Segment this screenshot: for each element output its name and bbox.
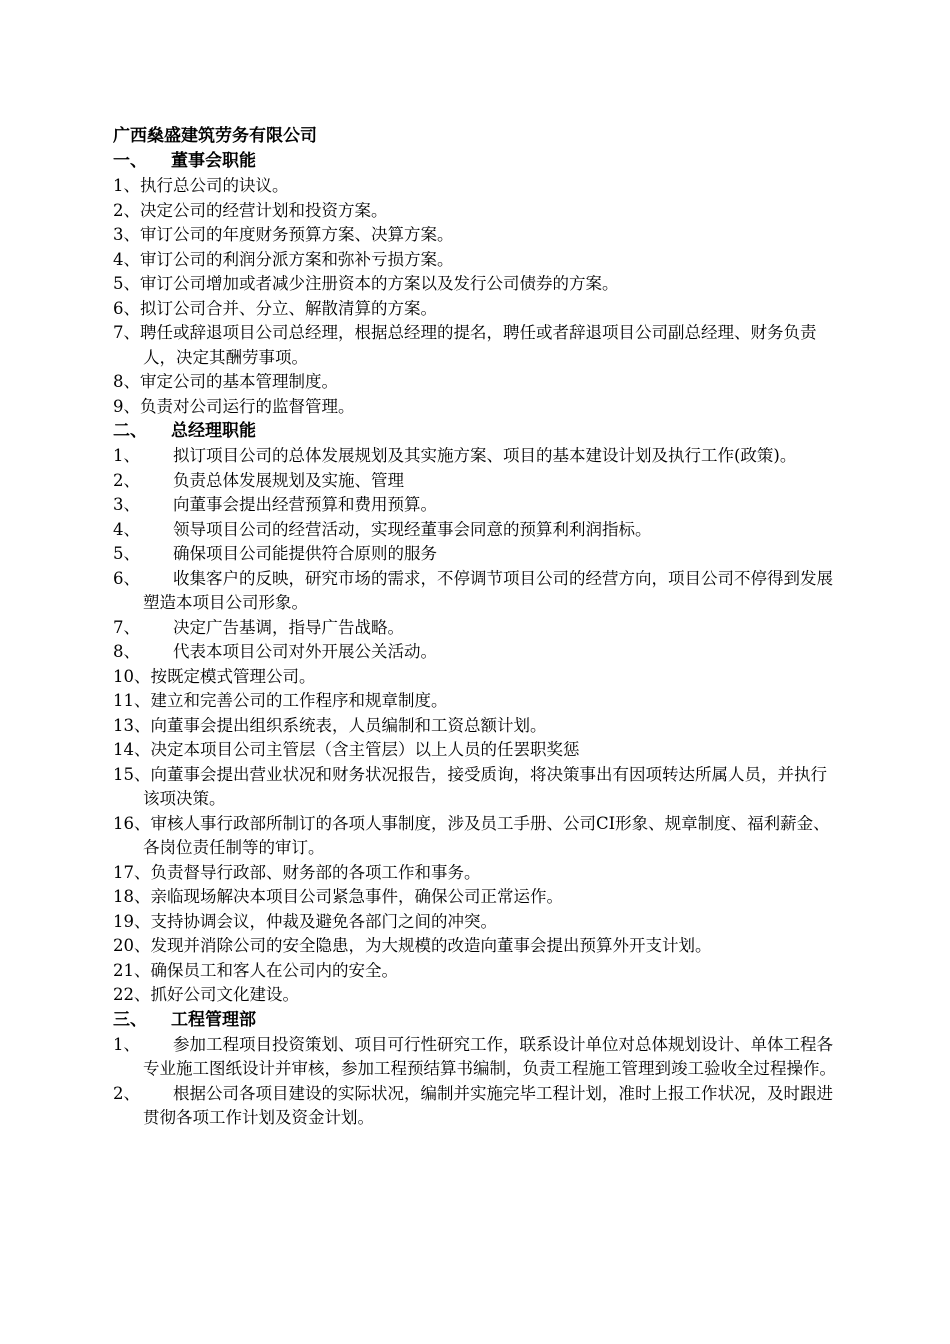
item-text: 审核人事行政部所制订的各项人事制度，涉及员工手册、公司CI形象、规章制度、福利薪金、各岗位责任制等的审订。	[143, 813, 830, 857]
list-item	[113, 689, 843, 714]
list-item	[113, 665, 843, 690]
item-text: 抓好公司文化建设。	[150, 985, 299, 1004]
item-number: 4、	[113, 519, 140, 539]
list-item	[113, 714, 843, 739]
item-number: 22、	[113, 985, 151, 1004]
list-item	[113, 885, 843, 910]
item-number: 8、	[113, 642, 140, 661]
item-number: 19、	[113, 911, 151, 931]
item-text: 审订公司的利润分派方案和弥补亏损方案。	[140, 249, 454, 269]
list-item	[113, 861, 843, 886]
item-text: 负责总体发展规划及实施、管理	[173, 470, 404, 490]
item-number: 20、	[113, 936, 151, 955]
item-text: 决定公司的经营计划和投资方案。	[140, 200, 388, 220]
section-heading	[113, 419, 843, 444]
section-title: 总经理职能	[171, 421, 256, 441]
section-title: 董事会职能	[171, 151, 256, 171]
item-number: 2、	[113, 470, 140, 490]
item-number: 8、	[113, 372, 140, 391]
item-number: 2、	[113, 200, 140, 220]
item-text: 支持协调会议，仲裁及避免各部门之间的冲突。	[150, 911, 497, 931]
section-number: 一、	[113, 151, 147, 171]
item-text: 执行总公司的诀议。	[140, 176, 289, 195]
list-item	[113, 640, 843, 665]
list-item	[113, 272, 843, 297]
list-item	[113, 518, 843, 543]
list-item	[113, 395, 843, 420]
list-item	[113, 763, 843, 812]
item-number: 10、	[113, 666, 151, 686]
item-number: 2、	[113, 1083, 140, 1103]
list-item	[113, 297, 843, 322]
list-item	[113, 223, 843, 248]
list-item	[113, 444, 843, 469]
item-text: 负责督导行政部、财务部的各项工作和事务。	[150, 862, 481, 882]
list-item	[113, 199, 843, 224]
list-item	[113, 567, 843, 616]
list-item	[113, 1033, 843, 1082]
section-title: 工程管理部	[171, 1009, 256, 1030]
item-text: 根据公司各项目建设的实际状况，编制并实施完毕工程计划，准时上报工作状况，及时跟进贯彻各项工作计划及资金计划。	[143, 1083, 833, 1127]
item-text: 领导项目公司的经营活动，实现经董事会同意的预算利利润指标。	[173, 519, 652, 539]
item-number: 17、	[113, 862, 151, 882]
item-number: 4、	[113, 249, 140, 269]
item-number: 3、	[113, 225, 140, 244]
document-page	[113, 124, 843, 1131]
item-number: 5、	[113, 274, 140, 293]
section-number: 三、	[113, 1009, 147, 1030]
list-item	[113, 321, 843, 370]
item-text: 参加工程项目投资策划、项目可行性研究工作，联系设计单位对总体规划设计、单体工程各专业施工图纸设计并审核，参加工程预结算书编制，负责工程施工管理到竣工验收全过程操作。	[143, 1034, 836, 1078]
list-item	[113, 812, 843, 861]
item-text: 决定广告基调，指导广告战略。	[173, 617, 404, 637]
item-number: 3、	[113, 495, 140, 514]
item-number: 1、	[113, 446, 140, 465]
list-item	[113, 174, 843, 199]
item-number: 9、	[113, 396, 140, 416]
item-text: 负责对公司运行的监督管理。	[140, 396, 355, 416]
item-text: 决定本项目公司主管层（含主管层）以上人员的任罢职奖惩	[150, 740, 580, 759]
list-item	[113, 983, 843, 1008]
item-number: 11、	[113, 691, 151, 710]
item-number: 15、	[113, 764, 151, 784]
item-text: 审定公司的基本管理制度。	[140, 372, 338, 391]
section-number: 二、	[113, 421, 147, 441]
item-number: 7、	[113, 617, 140, 637]
list-item	[113, 469, 843, 494]
item-number: 1、	[113, 1034, 140, 1054]
list-item	[113, 493, 843, 518]
company-title: 广西燊盛建筑劳务有限公司	[113, 126, 317, 146]
list-item	[113, 1082, 843, 1131]
item-text: 向董事会提出营业状况和财务状况报告，接受质询，将决策事出有因项转达所属人员，并执行该项决策。	[143, 764, 827, 808]
sections-container	[113, 149, 843, 1131]
item-text: 收集客户的反映，研究市场的需求，不停调节项目公司的经营方向，项目公司不停得到发展塑造本项目公司形象。	[143, 568, 833, 612]
item-number: 6、	[113, 568, 140, 588]
item-number: 1、	[113, 176, 140, 195]
item-text: 向董事会提出组织系统表，人员编制和工资总额计划。	[150, 715, 547, 735]
item-text: 审订公司增加或者减少注册资本的方案以及发行公司债券的方案。	[140, 274, 619, 293]
item-text: 向董事会提出经营预算和费用预算。	[173, 495, 437, 514]
item-text: 确保项目公司能提供符合原则的服务	[173, 544, 437, 563]
list-item	[113, 542, 843, 567]
list-item	[113, 959, 843, 984]
item-number: 6、	[113, 298, 140, 318]
item-text: 聘任或辞退项目公司总经理，根据总经理的提名，聘任或者辞退项目公司副总经理、财务负责人，决定其酬劳事项。	[140, 323, 817, 367]
list-item	[113, 910, 843, 935]
item-number: 14、	[113, 740, 151, 759]
list-item	[113, 738, 843, 763]
list-item	[113, 934, 843, 959]
list-item	[113, 248, 843, 273]
item-text: 审订公司的年度财务预算方案、决算方案。	[140, 225, 454, 244]
item-text: 亲临现场解决本项目公司紧急事件，确保公司正常运作。	[150, 887, 563, 906]
item-number: 5、	[113, 544, 140, 563]
item-text: 建立和完善公司的工作程序和规章制度。	[150, 691, 448, 710]
item-text: 按既定模式管理公司。	[150, 666, 316, 686]
section-heading	[113, 149, 843, 174]
item-number: 13、	[113, 715, 151, 735]
section-heading	[113, 1008, 843, 1033]
item-text: 拟订项目公司的总体发展规划及其实施方案、项目的基本建设计划及执行工作(政策)。	[173, 446, 797, 465]
item-number: 7、	[113, 323, 140, 342]
item-text: 拟订公司合并、分立、解散清算的方案。	[140, 298, 437, 318]
item-number: 21、	[113, 960, 151, 980]
item-number: 18、	[113, 887, 151, 906]
item-text: 确保员工和客人在公司内的安全。	[150, 960, 398, 980]
list-item	[113, 616, 843, 641]
list-item	[113, 370, 843, 395]
item-number: 16、	[113, 813, 151, 833]
item-text: 发现并消除公司的安全隐患，为大规模的改造向董事会提出预算外开支计划。	[150, 936, 712, 955]
item-text: 代表本项目公司对外开展公关活动。	[173, 642, 437, 661]
